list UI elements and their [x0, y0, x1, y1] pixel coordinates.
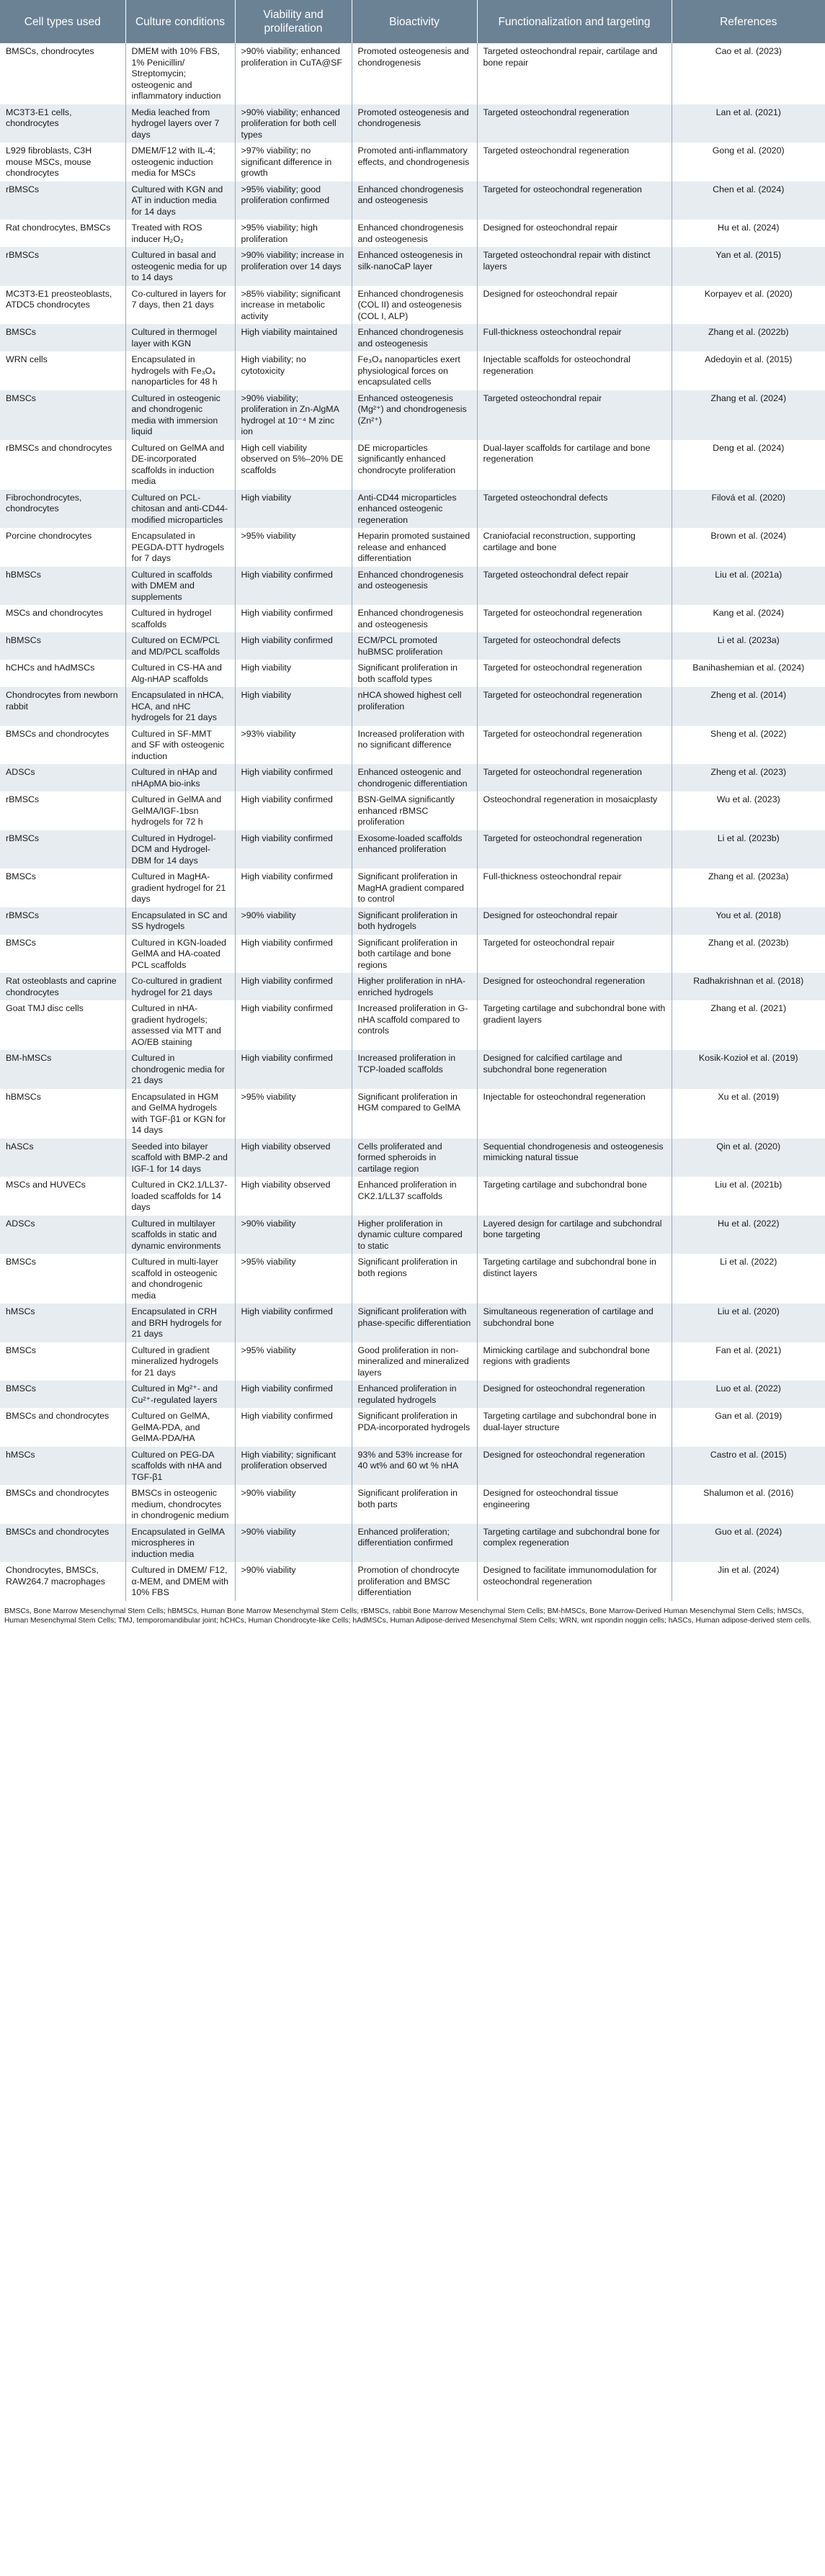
cell-culture-conditions: Cultured in multi-layer scaffold in osteogenic and chondrogenic media [125, 1254, 235, 1303]
cell-functionalization: Targeting cartilage and subchondral bone in distinct layers [477, 1254, 672, 1303]
cell-reference: You et al. (2018) [672, 907, 825, 935]
cell-functionalization: Dual-layer scaffolds for cartilage and bone regeneration [477, 440, 672, 490]
cell-viability: >90% viability [235, 1485, 352, 1524]
table-row [0, 286, 825, 325]
cell-culture-conditions: Cultured in gradient mineralized hydrogels for 21 days [125, 1342, 235, 1381]
cell-culture-conditions: Cultured on GelMA, GelMA-PDA, and GelMA-PDA/HA [125, 1408, 235, 1447]
table-row [0, 528, 825, 567]
cell-reference: Korpayev et al. (2020) [672, 286, 825, 325]
cell-culture-conditions: Cultured in CK2.1/LL37-loaded scaffolds for 14 days [125, 1177, 235, 1216]
cell-bioactivity: Significant proliferation in both regions [352, 1254, 477, 1303]
cell-viability: High viability confirmed [235, 632, 352, 660]
table-row [0, 247, 825, 286]
cell-culture-conditions: Cultured in multilayer scaffolds in static and dynamic environments [125, 1216, 235, 1255]
cell-culture-conditions: Encapsulated in SC and SS hydrogels [125, 907, 235, 935]
cell-cell-types: Chondrocytes, BMSCs, RAW264.7 macrophages [0, 1562, 125, 1601]
cell-viability: High viability confirmed [235, 1050, 352, 1089]
cell-viability: High viability observed [235, 1139, 352, 1177]
cell-viability: High viability confirmed [235, 1000, 352, 1050]
cell-bioactivity: Significant proliferation in both parts [352, 1485, 477, 1524]
cell-viability: High cell viability observed on 5%–20% DE scaffolds [235, 440, 352, 490]
cell-cell-types: BMSCs [0, 390, 125, 440]
cell-cell-types: Rat chondrocytes, BMSCs [0, 220, 125, 247]
table-row [0, 1050, 825, 1089]
cell-bioactivity: Significant proliferation in MagHA gradient compared to control [352, 869, 477, 907]
cell-cell-types: hBMSCs [0, 567, 125, 606]
cell-functionalization: Designed for osteochondral repair [477, 907, 672, 935]
cell-reference: Wu et al. (2023) [672, 791, 825, 830]
cell-cell-types: Chondrocytes from newborn rabbit [0, 687, 125, 726]
cell-functionalization: Injectable for osteochondral regeneration [477, 1089, 672, 1139]
cell-functionalization: Designed for osteochondral repair [477, 286, 672, 325]
table-row [0, 1562, 825, 1601]
cell-functionalization: Targeted osteochondral defect repair [477, 567, 672, 606]
table-row [0, 440, 825, 490]
cell-viability: >93% viability [235, 726, 352, 765]
cell-culture-conditions: Cultured on PEG-DA scaffolds with nHA and TGF-β1 [125, 1447, 235, 1486]
cell-reference: Zhang et al. (2023a) [672, 869, 825, 907]
cell-bioactivity: Significant proliferation in both hydrogels [352, 907, 477, 935]
cell-viability: High viability maintained [235, 324, 352, 351]
table-row [0, 43, 825, 104]
cell-functionalization: Targeting cartilage and subchondral bone in dual-layer structure [477, 1408, 672, 1447]
cell-functionalization: Craniofacial reconstruction, supporting cartilage and bone [477, 528, 672, 567]
cell-bioactivity: ECM/PCL promoted huBMSC proliferation [352, 632, 477, 660]
cell-reference: Luo et al. (2022) [672, 1381, 825, 1408]
table-row [0, 726, 825, 765]
cell-reference: Deng et al. (2024) [672, 440, 825, 490]
cell-bioactivity: Significant proliferation in PDA-incorporated hydrogels [352, 1408, 477, 1447]
cell-functionalization: Targeting cartilage and subchondral bone with gradient layers [477, 1000, 672, 1050]
cell-culture-conditions: Encapsulated in nHCA, HCA, and nHC hydrogels for 21 days [125, 687, 235, 726]
cell-cell-types: hCHCs and hAdMSCs [0, 660, 125, 687]
header-bioactivity: Bioactivity [352, 0, 477, 43]
cell-culture-conditions: Cultured in hydrogel scaffolds [125, 605, 235, 632]
table-row [0, 830, 825, 869]
cell-viability: >90% viability; proliferation in Zn-AlgMA hydrogel at 10⁻⁴ M zinc ion [235, 390, 352, 440]
cell-viability: >97% viability; no significant difference in growth [235, 143, 352, 181]
cell-cell-types: BM-hMSCs [0, 1050, 125, 1089]
table-row [0, 1089, 825, 1139]
cell-reference: Xu et al. (2019) [672, 1089, 825, 1139]
cell-reference: Jin et al. (2024) [672, 1562, 825, 1601]
table-row [0, 1000, 825, 1050]
cell-cell-types: WRN cells [0, 351, 125, 390]
cell-reference: Qin et al. (2020) [672, 1139, 825, 1177]
table-row [0, 687, 825, 726]
cell-viability: High viability confirmed [235, 764, 352, 791]
table-row [0, 390, 825, 440]
cell-functionalization: Targeted for osteochondral regeneration [477, 660, 672, 687]
cell-reference: Zheng et al. (2023) [672, 764, 825, 791]
cell-culture-conditions: Cultured in basal and osteogenic media for up to 14 days [125, 247, 235, 286]
cell-culture-conditions: Cultured in CS-HA and Alg-nHAP scaffolds [125, 660, 235, 687]
cell-bioactivity: Fe₃O₄ nanoparticles exert physiological forces on encapsulated cells [352, 351, 477, 390]
cell-culture-conditions: Cultured in DMEM/ F12, α-MEM, and DMEM with 10% FBS [125, 1562, 235, 1601]
cell-cell-types: MC3T3-E1 cells, chondrocytes [0, 104, 125, 143]
cell-functionalization: Targeted for osteochondral regeneration [477, 830, 672, 869]
cell-bioactivity: Promoted anti-inflammatory effects, and chondrogenesis [352, 143, 477, 181]
header-functionalization: Functionalization and targeting [477, 0, 672, 43]
cell-bioactivity: Increased proliferation in TCP-loaded scaffolds [352, 1050, 477, 1089]
cell-reference: Zhang et al. (2024) [672, 390, 825, 440]
cell-functionalization: Targeting cartilage and subchondral bone [477, 1177, 672, 1216]
cell-cell-types: BMSCs and chondrocytes [0, 1524, 125, 1563]
cell-reference: Zhang et al. (2022b) [672, 324, 825, 351]
cell-bioactivity: nHCA showed highest cell proliferation [352, 687, 477, 726]
cell-viability: >90% viability [235, 1216, 352, 1255]
cell-cell-types: MSCs and chondrocytes [0, 605, 125, 632]
cell-viability: >95% viability [235, 1254, 352, 1303]
cell-functionalization: Sequential chondrogenesis and osteogenesis mimicking natural tissue [477, 1139, 672, 1177]
cell-culture-conditions: Encapsulated in PEGDA-DTT hydrogels for 7 days [125, 528, 235, 567]
cell-bioactivity: Heparin promoted sustained release and enhanced differentiation [352, 528, 477, 567]
header-viability: Viability and proliferation [235, 0, 352, 43]
cell-culture-conditions: Seeded into bilayer scaffold with BMP-2 and IGF-1 for 14 days [125, 1139, 235, 1177]
cell-reference: Radhakrishnan et al. (2018) [672, 973, 825, 1000]
cell-reference: Lan et al. (2021) [672, 104, 825, 143]
cell-viability: >95% viability; high proliferation [235, 220, 352, 247]
cell-cell-types: rBMSCs [0, 247, 125, 286]
cell-bioactivity: Enhanced proliferation in regulated hydrogels [352, 1381, 477, 1408]
cell-culture-conditions: DMEM/F12 with IL-4; osteogenic induction media for MSCs [125, 143, 235, 181]
cell-functionalization: Simultaneous regeneration of cartilage and subchondral bone [477, 1303, 672, 1342]
cell-bioactivity: Higher proliferation in dynamic culture compared to static [352, 1216, 477, 1255]
cell-cell-types: L929 fibroblasts, C3H mouse MSCs, mouse chondrocytes [0, 143, 125, 181]
cell-cell-types: rBMSCs [0, 181, 125, 220]
cell-viability: >95% viability; good proliferation confirmed [235, 181, 352, 220]
cell-functionalization: Targeted osteochondral regeneration [477, 143, 672, 181]
table-row [0, 1216, 825, 1255]
cell-viability: High viability [235, 687, 352, 726]
cell-bioactivity: DE microparticles significantly enhanced chondrocyte proliferation [352, 440, 477, 490]
cell-reference: Guo et al. (2024) [672, 1524, 825, 1563]
table-body [0, 43, 825, 1601]
cell-viability: >90% viability; enhanced proliferation for both cell types [235, 104, 352, 143]
cell-bioactivity: Enhanced chondrogenesis and osteogenesis [352, 567, 477, 606]
cell-viability: High viability confirmed [235, 1408, 352, 1447]
cell-bioactivity: BSN-GelMA significantly enhanced rBMSC proliferation [352, 791, 477, 830]
cell-viability: >90% viability [235, 1524, 352, 1563]
cell-bioactivity: Enhanced chondrogenesis and osteogenesis [352, 605, 477, 632]
cell-cell-types: hBMSCs [0, 1089, 125, 1139]
cell-functionalization: Injectable scaffolds for osteochondral regeneration [477, 351, 672, 390]
cell-viability: High viability confirmed [235, 973, 352, 1000]
cell-reference: Gong et al. (2020) [672, 143, 825, 181]
table-row [0, 490, 825, 529]
cell-reference: Zhang et al. (2023b) [672, 935, 825, 974]
header-row [0, 0, 825, 43]
cell-cell-types: BMSCs, chondrocytes [0, 43, 125, 104]
table-row [0, 935, 825, 974]
table-row [0, 764, 825, 791]
cell-bioactivity: Enhanced osteogenesis in silk-nanoCaP layer [352, 247, 477, 286]
cell-bioactivity: Promoted osteogenesis and chondrogenesis [352, 43, 477, 104]
table-row [0, 1254, 825, 1303]
table-row [0, 1139, 825, 1177]
cell-bioactivity: Enhanced chondrogenesis (COL II) and osteogenesis (COL I, ALP) [352, 286, 477, 325]
cell-bioactivity: Enhanced proliferation; differentiation confirmed [352, 1524, 477, 1563]
cell-culture-conditions: Cultured on GelMA and DE-incorporated scaffolds in induction media [125, 440, 235, 490]
cell-reference: Hu et al. (2022) [672, 1216, 825, 1255]
cell-viability: High viability; no cytotoxicity [235, 351, 352, 390]
header-culture-conditions: Culture conditions [125, 0, 235, 43]
cell-viability: High viability; significant proliferation observed [235, 1447, 352, 1486]
cell-viability: High viability confirmed [235, 567, 352, 606]
cell-functionalization: Full-thickness osteochondral repair [477, 869, 672, 907]
cell-cell-types: Porcine chondrocytes [0, 528, 125, 567]
cell-culture-conditions: Co-cultured in gradient hydrogel for 21 days [125, 973, 235, 1000]
cell-viability: >95% viability [235, 1342, 352, 1381]
table-row [0, 1408, 825, 1447]
cell-functionalization: Layered design for cartilage and subchondral bone targeting [477, 1216, 672, 1255]
header-cell-types: Cell types used [0, 0, 125, 43]
table-row [0, 1381, 825, 1408]
table-row [0, 181, 825, 220]
table-row [0, 791, 825, 830]
cell-bioactivity: Exosome-loaded scaffolds enhanced proliferation [352, 830, 477, 869]
cell-functionalization: Designed for osteochondral regeneration [477, 973, 672, 1000]
cell-viability: High viability observed [235, 1177, 352, 1216]
cell-culture-conditions: Cultured in KGN-loaded GelMA and HA-coated PCL scaffolds [125, 935, 235, 974]
cell-bioactivity: Increased proliferation with no significant difference [352, 726, 477, 765]
cell-cell-types: rBMSCs [0, 830, 125, 869]
cell-reference: Shalumon et al. (2016) [672, 1485, 825, 1524]
cell-reference: Hu et al. (2024) [672, 220, 825, 247]
cell-cell-types: hASCs [0, 1139, 125, 1177]
cell-reference: Kang et al. (2024) [672, 605, 825, 632]
table-row [0, 660, 825, 687]
cell-culture-conditions: Co-cultured in layers for 7 days, then 21 days [125, 286, 235, 325]
cell-viability: >90% viability; increase in proliferation over 14 days [235, 247, 352, 286]
cell-bioactivity: Enhanced chondrogenesis and osteogenesis [352, 220, 477, 247]
cell-functionalization: Targeted osteochondral repair with distinct layers [477, 247, 672, 286]
cell-culture-conditions: Cultured in scaffolds with DMEM and supplements [125, 567, 235, 606]
cell-culture-conditions: BMSCs in osteogenic medium, chondrocytes in chondrogenic medium [125, 1485, 235, 1524]
cell-culture-conditions: Media leached from hydrogel layers over 7 days [125, 104, 235, 143]
cell-reference: Liu et al. (2020) [672, 1303, 825, 1342]
table-row [0, 104, 825, 143]
table-row [0, 1447, 825, 1486]
cell-reference: Gan et al. (2019) [672, 1408, 825, 1447]
cell-culture-conditions: Treated with ROS inducer H₂O₂ [125, 220, 235, 247]
cell-culture-conditions: Cultured in chondrogenic media for 21 days [125, 1050, 235, 1089]
cell-cell-types: hMSCs [0, 1447, 125, 1486]
cell-bioactivity: Significant proliferation in both scaffold types [352, 660, 477, 687]
cell-reference: Filová et al. (2020) [672, 490, 825, 529]
cell-reference: Li et al. (2023a) [672, 632, 825, 660]
cell-culture-conditions: Cultured in nHAp and nHApMA bio-inks [125, 764, 235, 791]
cell-viability: >95% viability [235, 528, 352, 567]
cell-bioactivity: Significant proliferation in both cartilage and bone regions [352, 935, 477, 974]
cell-reference: Liu et al. (2021a) [672, 567, 825, 606]
cell-bioactivity: Enhanced osteogenic and chondrogenic differentiation [352, 764, 477, 791]
cell-reference: Castro et al. (2015) [672, 1447, 825, 1486]
table-footnote: BMSCs, Bone Marrow Mesenchymal Stem Cells; hBMSCs, Human Bone Marrow Mesenchymal Stem Cells; rBMSCs, rabbit Bone Marrow Mesenchymal Stem Cells; BM-hMSCs, Bone Marrow-Derived Human Mesenchymal Stem Cells; hMSCs, Human Mesenchymal Stem Cells; TMJ, temporomandibular joint; hCHCs, Human Chondrocyte-like Cells; hAdMSCs, Human Adipose-derived Mesenchymal Stem Cells; WRN, wnt rspondin noggin cells; hASCs, Human adipose-derived stem cells. [4, 1607, 812, 1625]
cell-bioactivity: Significant proliferation in HGM compared to GelMA [352, 1089, 477, 1139]
cell-functionalization: Designed to facilitate immunomodulation for osteochondral regeneration [477, 1562, 672, 1601]
cell-cell-types: BMSCs and chondrocytes [0, 1408, 125, 1447]
cell-culture-conditions: Cultured in GelMA and GelMA/IGF-1bsn hydrogels for 72 h [125, 791, 235, 830]
cell-culture-conditions: Encapsulated in CRH and BRH hydrogels for 21 days [125, 1303, 235, 1342]
cell-reference: Fan et al. (2021) [672, 1342, 825, 1381]
cell-culture-conditions: Encapsulated in HGM and GelMA hydrogels with TGF-β1 or KGN for 14 days [125, 1089, 235, 1139]
cell-reference: Cao et al. (2023) [672, 43, 825, 104]
cell-culture-conditions: Cultured on PCL-chitosan and anti-CD44-modified microparticles [125, 490, 235, 529]
cell-reference: Brown et al. (2024) [672, 528, 825, 567]
cell-bioactivity: Significant proliferation with phase-specific differentiation [352, 1303, 477, 1342]
cell-culture-conditions: DMEM with 10% FBS, 1% Penicillin/ Streptomycin; osteogenic and inflammatory induction [125, 43, 235, 104]
cell-reference: Li et al. (2022) [672, 1254, 825, 1303]
cell-viability: High viability [235, 660, 352, 687]
cell-functionalization: Designed for osteochondral tissue engineering [477, 1485, 672, 1524]
cell-functionalization: Mimicking cartilage and subchondral bone regions with gradients [477, 1342, 672, 1381]
cell-cell-types: BMSCs [0, 1254, 125, 1303]
cell-cell-types: rBMSCs and chondrocytes [0, 440, 125, 490]
cell-bioactivity: Enhanced osteogenesis (Mg²⁺) and chondrogenesis (Zn²⁺) [352, 390, 477, 440]
cell-cell-types: hMSCs [0, 1303, 125, 1342]
cell-functionalization: Targeted for osteochondral regeneration [477, 764, 672, 791]
cell-cell-types: BMSCs [0, 1381, 125, 1408]
cell-reference: Adedoyin et al. (2015) [672, 351, 825, 390]
cell-functionalization: Designed for osteochondral repair [477, 220, 672, 247]
cell-bioactivity: 93% and 53% increase for 40 wt% and 60 wt % nHA [352, 1447, 477, 1486]
cell-cell-types: rBMSCs [0, 907, 125, 935]
cell-functionalization: Targeted for osteochondral regeneration [477, 181, 672, 220]
cell-bioactivity: Enhanced chondrogenesis and osteogenesis [352, 324, 477, 351]
cell-culture-conditions: Cultured in MagHA-gradient hydrogel for 21 days [125, 869, 235, 907]
table-row [0, 1485, 825, 1524]
cell-functionalization: Targeted for osteochondral regeneration [477, 726, 672, 765]
cell-cell-types: Rat osteoblasts and caprine chondrocytes [0, 973, 125, 1000]
table-row [0, 1303, 825, 1342]
cell-reference: Chen et al. (2024) [672, 181, 825, 220]
cell-viability: High viability confirmed [235, 1303, 352, 1342]
cell-functionalization: Targeted for osteochondral regeneration [477, 687, 672, 726]
cell-bioactivity: Good proliferation in non-mineralized and mineralized layers [352, 1342, 477, 1381]
cell-bioactivity: Enhanced proliferation in CK2.1/LL37 scaffolds [352, 1177, 477, 1216]
table-row [0, 220, 825, 247]
cell-culture-conditions: Cultured on ECM/PCL and MD/PCL scaffolds [125, 632, 235, 660]
cell-viability: High viability [235, 490, 352, 529]
cell-functionalization: Targeted osteochondral defects [477, 490, 672, 529]
table-row [0, 324, 825, 351]
cell-culture-conditions: Cultured in Hydrogel-DCM and Hydrogel-DBM for 14 days [125, 830, 235, 869]
cell-viability: >90% viability; enhanced proliferation in CuTA@SF [235, 43, 352, 104]
cell-bioactivity: Higher proliferation in nHA-enriched hydrogels [352, 973, 477, 1000]
table-row [0, 973, 825, 1000]
table-row [0, 907, 825, 935]
cell-cell-types: MSCs and HUVECs [0, 1177, 125, 1216]
cell-viability: High viability confirmed [235, 869, 352, 907]
cell-functionalization: Targeted osteochondral regeneration [477, 104, 672, 143]
cell-reference: Banihashemian et al. (2024) [672, 660, 825, 687]
cell-cell-types: Fibrochondrocytes, chondrocytes [0, 490, 125, 529]
cell-reference: Kosik-Kozioł et al. (2019) [672, 1050, 825, 1089]
cell-functionalization: Targeting cartilage and subchondral bone for complex regeneration [477, 1524, 672, 1563]
cell-reference: Zhang et al. (2021) [672, 1000, 825, 1050]
cell-cell-types: MC3T3-E1 preosteoblasts, ATDC5 chondrocytes [0, 286, 125, 325]
cell-cell-types: Goat TMJ disc cells [0, 1000, 125, 1050]
cell-functionalization: Targeted for osteochondral regeneration [477, 605, 672, 632]
table-row [0, 351, 825, 390]
cell-functionalization: Designed for calcified cartilage and subchondral bone regeneration [477, 1050, 672, 1089]
header-references: References [672, 0, 825, 43]
table-row [0, 605, 825, 632]
table-row [0, 567, 825, 606]
cell-cell-types: ADSCs [0, 1216, 125, 1255]
cell-bioactivity: Promoted osteogenesis and chondrogenesis [352, 104, 477, 143]
table-row [0, 632, 825, 660]
cell-functionalization: Targeted osteochondral repair [477, 390, 672, 440]
cell-reference: Liu et al. (2021b) [672, 1177, 825, 1216]
cell-functionalization: Designed for osteochondral regeneration [477, 1381, 672, 1408]
cell-cell-types: rBMSCs [0, 791, 125, 830]
cell-culture-conditions: Cultured in SF-MMT and SF with osteogenic induction [125, 726, 235, 765]
cell-culture-conditions: Cultured in thermogel layer with KGN [125, 324, 235, 351]
cell-cell-types: BMSCs and chondrocytes [0, 726, 125, 765]
cell-cell-types: hBMSCs [0, 632, 125, 660]
cell-viability: >90% viability [235, 1562, 352, 1601]
cell-viability: >85% viability; significant increase in metabolic activity [235, 286, 352, 325]
cell-cell-types: BMSCs and chondrocytes [0, 1485, 125, 1524]
cell-cell-types: BMSCs [0, 324, 125, 351]
cell-viability: High viability confirmed [235, 605, 352, 632]
cell-culture-conditions: Cultured in nHA-gradient hydrogels; assessed via MTT and AO/EB staining [125, 1000, 235, 1050]
cell-culture-conditions: Encapsulated in GelMA microspheres in induction media [125, 1524, 235, 1563]
cell-functionalization: Designed for osteochondral regeneration [477, 1447, 672, 1486]
cell-viability: High viability confirmed [235, 830, 352, 869]
cell-bioactivity: Enhanced chondrogenesis and osteogenesis [352, 181, 477, 220]
cell-viability: High viability confirmed [235, 791, 352, 830]
cell-reference: Li et al. (2023b) [672, 830, 825, 869]
cell-culture-conditions: Encapsulated in hydrogels with Fe₃O₄ nanoparticles for 48 h [125, 351, 235, 390]
cell-functionalization: Targeted osteochondral repair, cartilage and bone repair [477, 43, 672, 104]
table-row [0, 1524, 825, 1563]
table-row [0, 1342, 825, 1381]
cell-functionalization: Full-thickness osteochondral repair [477, 324, 672, 351]
table-row [0, 1177, 825, 1216]
cell-functionalization: Targeted for osteochondral defects [477, 632, 672, 660]
cell-bioactivity: Increased proliferation in G-nHA scaffold compared to controls [352, 1000, 477, 1050]
cell-cell-types: BMSCs [0, 935, 125, 974]
cell-viability: High viability confirmed [235, 1381, 352, 1408]
cell-viability: High viability confirmed [235, 935, 352, 974]
table-row [0, 143, 825, 181]
table-row [0, 869, 825, 907]
cell-functionalization: Osteochondral regeneration in mosaicplasty [477, 791, 672, 830]
cell-bioactivity: Anti-CD44 microparticles enhanced osteogenic regeneration [352, 490, 477, 529]
cell-bioactivity: Cells proliferated and formed spheroids in cartilage region [352, 1139, 477, 1177]
cell-functionalization: Targeted for osteochondral repair [477, 935, 672, 974]
cell-culture-conditions: Cultured in Mg²⁺- and Cu²⁺-regulated layers [125, 1381, 235, 1408]
cell-reference: Sheng et al. (2022) [672, 726, 825, 765]
cell-reference: Zheng et al. (2014) [672, 687, 825, 726]
cell-reference: Yan et al. (2015) [672, 247, 825, 286]
cell-cell-types: ADSCs [0, 764, 125, 791]
cell-viability: >95% viability [235, 1089, 352, 1139]
cell-cell-types: BMSCs [0, 1342, 125, 1381]
cell-culture-conditions: Cultured in osteogenic and chondrogenic media with immersion liquid [125, 390, 235, 440]
cell-culture-conditions: Cultured with KGN and AT in induction media for 14 days [125, 181, 235, 220]
cell-bioactivity: Promotion of chondrocyte proliferation and BMSC differentiation [352, 1562, 477, 1601]
cell-viability: >90% viability [235, 907, 352, 935]
cell-cell-types: BMSCs [0, 869, 125, 907]
